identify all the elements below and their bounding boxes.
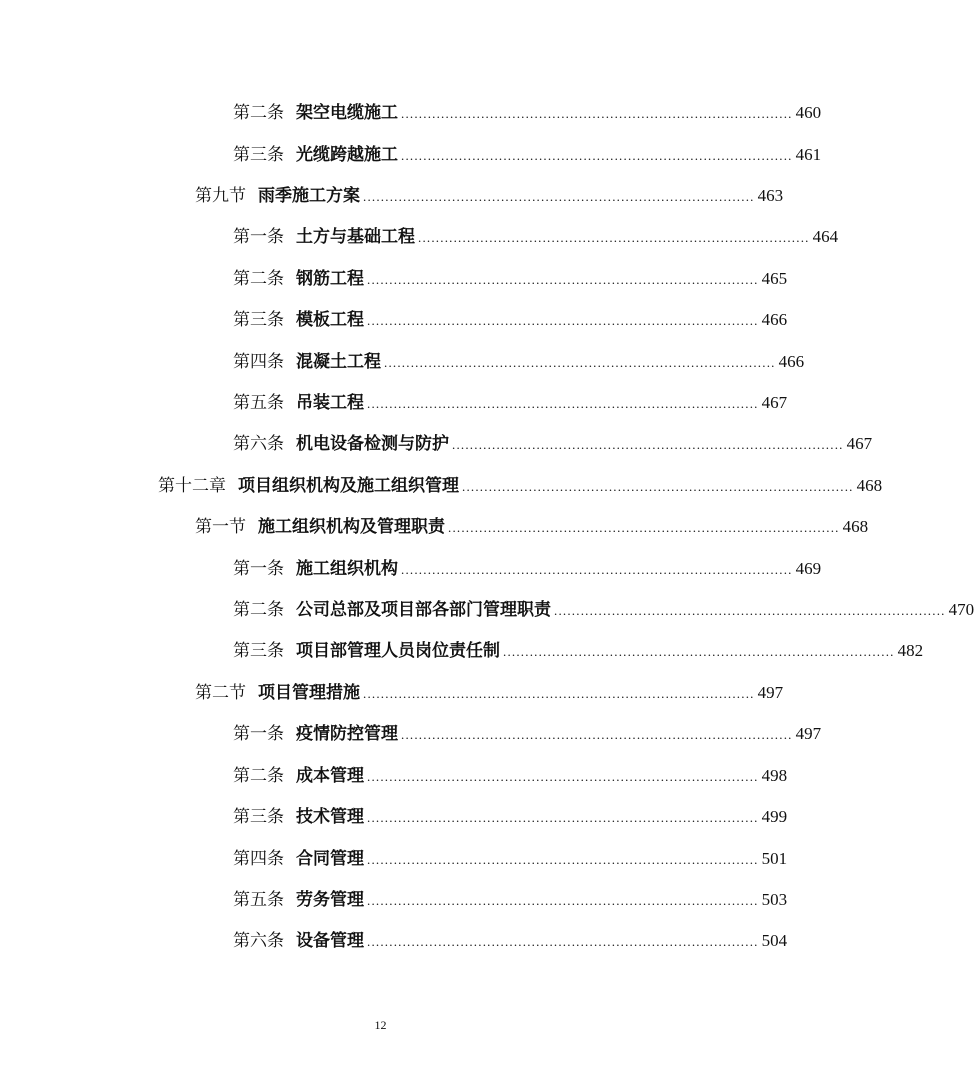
toc-entry-page: 461 xyxy=(795,145,822,164)
toc-entry-title: 疫情防控管理 xyxy=(296,724,398,744)
toc-entry[interactable] xyxy=(233,715,822,745)
toc-entry-page: 460 xyxy=(795,103,822,122)
toc-entry[interactable] xyxy=(233,757,788,787)
toc-entry-title: 混凝土工程 xyxy=(296,352,381,372)
toc-entry[interactable] xyxy=(195,177,784,207)
toc-entry[interactable] xyxy=(233,94,822,124)
toc-entry[interactable] xyxy=(195,674,784,704)
dot-leader: ........................................................................................ xyxy=(503,644,895,659)
toc-entry-page: 468 xyxy=(856,476,883,495)
toc-entry-page: 465 xyxy=(761,269,788,288)
toc-entry-title: 钢筋工程 xyxy=(296,269,364,289)
toc-entry-title: 吊装工程 xyxy=(296,393,364,413)
dot-leader: ........................................................................................ xyxy=(367,934,759,949)
toc-entry-title: 合同管理 xyxy=(296,849,364,869)
toc-entry-page: 467 xyxy=(761,393,788,412)
dot-leader: ........................................................................................ xyxy=(367,769,759,784)
toc-entry-title: 光缆跨越施工 xyxy=(296,145,398,165)
toc-entry-number: 第二条 xyxy=(233,766,284,786)
toc-entry-number: 第五条 xyxy=(233,890,284,910)
toc-entry-number: 第六条 xyxy=(233,931,284,951)
toc-entry-page: 466 xyxy=(761,310,788,329)
dot-leader: ........................................................................................ xyxy=(363,686,755,701)
dot-leader: ........................................................................................ xyxy=(367,313,759,328)
toc-entry-page: 497 xyxy=(757,683,784,702)
toc-entry[interactable] xyxy=(233,343,805,373)
toc-entry[interactable] xyxy=(233,840,788,870)
toc-entry-page: 501 xyxy=(761,849,788,868)
toc-entry-number: 第一节 xyxy=(195,517,246,537)
toc-entry[interactable] xyxy=(233,136,822,166)
toc-entry-number: 第六条 xyxy=(233,434,284,454)
toc-entry-number: 第四条 xyxy=(233,352,284,372)
toc-entry[interactable] xyxy=(233,922,788,952)
toc-entry[interactable] xyxy=(233,425,873,455)
toc-entry-number: 第一条 xyxy=(233,227,284,247)
toc-entry-number: 第二条 xyxy=(233,600,284,620)
dot-leader: ........................................................................................ xyxy=(367,272,759,287)
toc-entry[interactable] xyxy=(233,881,788,911)
dot-leader: ........................................................................................ xyxy=(401,106,793,121)
page-number: 12 xyxy=(374,1018,387,1032)
toc-entry[interactable] xyxy=(158,467,883,497)
toc-entry-page: 482 xyxy=(897,641,924,660)
dot-leader: ........................................................................................ xyxy=(462,479,854,494)
dot-leader: ........................................................................................ xyxy=(401,727,793,742)
toc-entry-title: 劳务管理 xyxy=(296,890,364,910)
dot-leader: ........................................................................................ xyxy=(401,562,793,577)
dot-leader: ........................................................................................ xyxy=(452,437,844,452)
dot-leader: ........................................................................................ xyxy=(367,810,759,825)
toc-entry-page: 463 xyxy=(757,186,784,205)
toc-entry-number: 第三条 xyxy=(233,310,284,330)
toc-entry-title: 项目部管理人员岗位责任制 xyxy=(296,641,500,661)
dot-leader: ........................................................................................ xyxy=(418,230,810,245)
toc-entry-page: 464 xyxy=(812,227,839,246)
toc-entry-number: 第九节 xyxy=(195,186,246,206)
toc-entry-title: 机电设备检测与防护 xyxy=(296,434,449,454)
toc-entry[interactable] xyxy=(233,218,839,248)
toc-entry-number: 第三条 xyxy=(233,145,284,165)
toc-entry-page: 503 xyxy=(761,890,788,909)
toc-entry-page: 504 xyxy=(761,931,788,950)
toc-entry-page: 466 xyxy=(778,352,805,371)
toc-entry-page: 467 xyxy=(846,434,873,453)
toc-entry-title: 成本管理 xyxy=(296,766,364,786)
toc-entry[interactable] xyxy=(233,632,924,662)
toc-entry-title: 施工组织机构 xyxy=(296,559,398,579)
toc-entry[interactable] xyxy=(233,301,788,331)
toc-entry-page: 469 xyxy=(795,559,822,578)
toc-entry-title: 架空电缆施工 xyxy=(296,103,398,123)
toc-entry-title: 技术管理 xyxy=(296,807,364,827)
dot-leader: ........................................................................................ xyxy=(363,189,755,204)
toc-entry-number: 第二条 xyxy=(233,103,284,123)
dot-leader: ........................................................................................ xyxy=(367,893,759,908)
toc-entry-page: 470 xyxy=(948,600,974,619)
toc-entry-title: 项目管理措施 xyxy=(258,683,360,703)
toc-entry-title: 模板工程 xyxy=(296,310,364,330)
toc-entry-page: 497 xyxy=(795,724,822,743)
dot-leader: ........................................................................................ xyxy=(367,396,759,411)
dot-leader: ........................................................................................ xyxy=(554,603,946,618)
toc-entry[interactable] xyxy=(233,260,788,290)
toc-entry-number: 第四条 xyxy=(233,849,284,869)
toc-entry-page: 498 xyxy=(761,766,788,785)
toc-entry-number: 第五条 xyxy=(233,393,284,413)
toc-entry-title: 公司总部及项目部各部门管理职责 xyxy=(296,600,551,620)
dot-leader: ........................................................................................ xyxy=(448,520,840,535)
dot-leader: ........................................................................................ xyxy=(367,852,759,867)
toc-entry-page: 499 xyxy=(761,807,788,826)
toc-entry[interactable] xyxy=(233,384,788,414)
toc-entry-number: 第十二章 xyxy=(158,476,226,496)
toc-entry-number: 第三条 xyxy=(233,641,284,661)
toc-entry[interactable] xyxy=(195,508,869,538)
toc-entry[interactable] xyxy=(233,591,974,621)
toc-entry-number: 第二条 xyxy=(233,269,284,289)
toc-entry[interactable] xyxy=(233,550,822,580)
toc-entry-title: 雨季施工方案 xyxy=(258,186,360,206)
toc-entry-title: 设备管理 xyxy=(296,931,364,951)
dot-leader: ........................................................................................ xyxy=(384,355,776,370)
toc-entry-title: 施工组织机构及管理职责 xyxy=(258,517,445,537)
toc-entry-page: 468 xyxy=(842,517,869,536)
toc-entry-number: 第二节 xyxy=(195,683,246,703)
toc-entry-number: 第一条 xyxy=(233,559,284,579)
toc-entry-number: 第三条 xyxy=(233,807,284,827)
toc-entry-title: 项目组织机构及施工组织管理 xyxy=(238,476,459,496)
toc-entry-number: 第一条 xyxy=(233,724,284,744)
dot-leader: ........................................................................................ xyxy=(401,148,793,163)
toc-entry[interactable] xyxy=(233,798,788,828)
toc-entry-title: 土方与基础工程 xyxy=(296,227,415,247)
